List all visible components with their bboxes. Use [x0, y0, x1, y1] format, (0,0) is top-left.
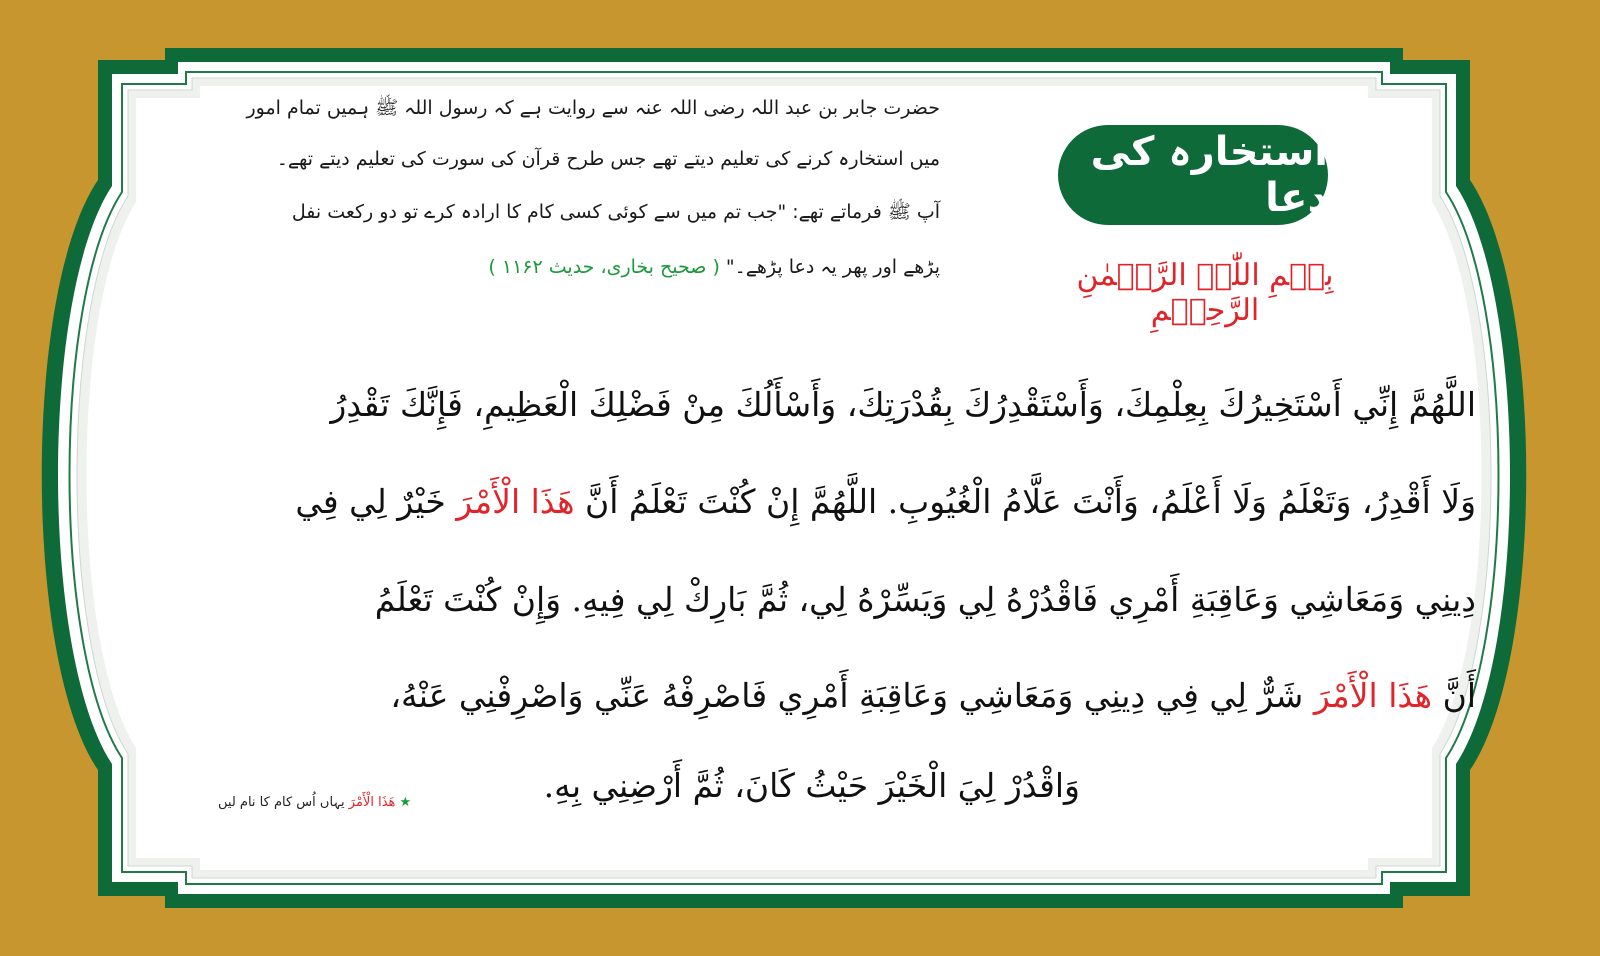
urdu-intro-line-3: آپ ﷺ فرماتے تھے: "جب تم میں سے کوئی کسی کام کا ارادہ کرے تو دو رکعت نفل: [291, 201, 940, 223]
bismillah-calligraphy: بِسۡمِ اللّٰہِ الرَّحۡمٰنِ الرَّحِیۡمِ: [1076, 258, 1334, 328]
dua-line-5: وَاقْدُرْ لِيَ الْخَيْرَ حَيْثُ كَانَ، ثُمَّ أَرْضِنِي بِهِ.: [543, 766, 1080, 805]
dua-line-2-part-b: خَيْرٌ لِي فِي: [295, 482, 446, 521]
footnote-text: یہاں اُس کام کا نام لیں: [218, 795, 345, 810]
urdu-intro-line-1: حضرت جابر بن عبد اللہ رضی اللہ عنہ سے روایت ہے کہ رسول اللہ ﷺ ہمیں تمام امور: [246, 97, 940, 119]
urdu-intro-line-4: [488, 256, 940, 278]
dua-line-4-highlight: هَذَا الْأَمْرَ: [1313, 676, 1433, 715]
dua-line-4-part-a: أَنَّ: [1442, 676, 1476, 715]
dua-line-4: [390, 676, 1476, 715]
dua-line-4-part-b: شَرٌّ لِي فِي دِينِي وَمَعَاشِي وَعَاقِبَةِ أَمْرِي فَاصْرِفْهُ عَنِّي وَاصْرِفْنِي عَنْهُ،: [390, 676, 1304, 715]
footnote-highlight: هَذَا الْأَمْرَ: [348, 795, 396, 810]
dua-line-1: اللَّهُمَّ إِنِّي أَسْتَخِيرُكَ بِعِلْمِكَ، وَأَسْتَقْدِرُكَ بِقُدْرَتِكَ، وَأَسْأَلُكَ مِنْ فَضْلِكَ الْعَظِيمِ، فَإِنَّكَ تَقْدِرُ: [330, 385, 1476, 424]
page-title: استخارہ کی دعا: [1090, 129, 1328, 221]
footnote: [218, 795, 411, 810]
dua-line-2-highlight: هَذَا الْأَمْرَ: [456, 482, 575, 521]
title-badge: [1058, 125, 1328, 225]
hadith-reference: ( صحیح بخاری، حدیث ۱۱۶۲ ): [488, 256, 720, 278]
urdu-intro-line-4-text: پڑھے اور پھر یہ دعا پڑھے۔": [725, 256, 940, 278]
dua-line-2-part-a: وَلَا أَقْدِرُ، وَتَعْلَمُ وَلَا أَعْلَمُ، وَأَنْتَ عَلَّامُ الْغُيُوبِ. اللَّهُمَّ إِنْ كُنْتَ تَعْلَمُ أَنَّ: [585, 482, 1476, 521]
dua-line-2: [295, 482, 1476, 521]
dua-line-3: دِينِي وَمَعَاشِي وَعَاقِبَةِ أَمْرِي فَاقْدُرْهُ لِي وَيَسِّرْهُ لِي، ثُمَّ بَارِكْ لِي فِيهِ. وَإِنْ كُنْتَ تَعْلَمُ: [374, 580, 1476, 619]
star-icon: ★: [399, 795, 412, 810]
urdu-intro-line-2: میں استخارہ کرنے کی تعلیم دیتے تھے جس طرح قرآن کی سورت کی تعلیم دیتے تھے۔: [276, 148, 940, 170]
